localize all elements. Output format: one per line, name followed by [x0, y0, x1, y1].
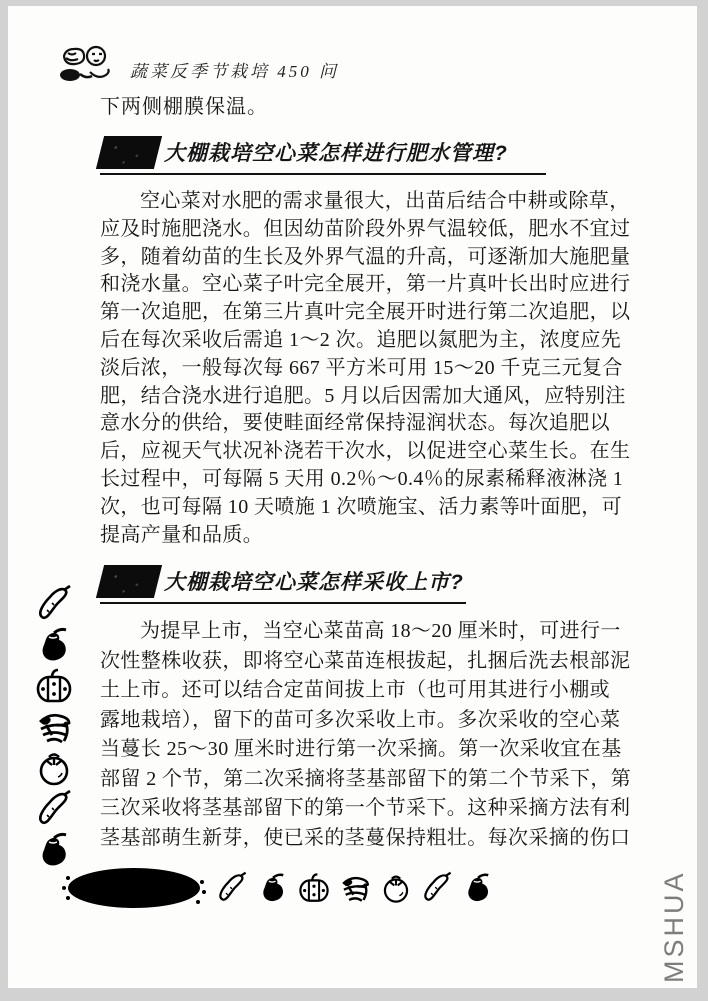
- text-line: 后，应视天气状况补浇若干次水，以促进空心菜生长。在生: [100, 440, 631, 463]
- text-line: 淡后浓，一般每次每 667 平方米可用 15～20 千克三元复合: [100, 356, 623, 379]
- ink-blob-icon: [56, 864, 208, 912]
- cucumber-icon: [34, 584, 74, 624]
- tomato-icon: [34, 748, 74, 788]
- question-number-block-icon: [96, 565, 162, 598]
- question-heading-2: [100, 565, 466, 604]
- text-line: 次，也可每隔 10 天喷施 1 次喷施宝、活力素等叶面肥，可: [100, 495, 622, 518]
- veggie-cartoon-icon: [56, 44, 114, 88]
- text-line: 部留 2 个节，第二次采摘将茎基部留下的第二个节采下，第: [100, 767, 632, 790]
- text-line: 当蔓长 25～30 厘米时进行第一次采摘。第一次采收宜在基: [100, 738, 622, 761]
- text-line: 多，随着幼苗的生长及外界气温的升高，可逐渐加大施肥量: [100, 245, 631, 268]
- page-content: [100, 94, 632, 853]
- text-line: 三次采收将茎基部留下的第一个节采下。这种采摘方法有利: [100, 797, 631, 820]
- question-heading-text: 大棚栽培空心菜怎样采收上市?: [164, 570, 464, 594]
- text-line: 提高产量和品质。: [100, 523, 264, 546]
- text-line: 为提早上市，当空心菜苗高 18～20 厘米时，可进行一: [140, 620, 621, 643]
- eggplant-icon: [34, 625, 74, 665]
- book-page: [8, 6, 697, 988]
- carryover-text: 下两侧棚膜保温。: [100, 96, 268, 118]
- eggplant-icon: [461, 871, 495, 905]
- answer-paragraph-1: [100, 188, 631, 549]
- text-line: 土上市。还可以结合定苗间拔上市（也可用其进行小棚或: [100, 679, 610, 702]
- text-line: 肥，结合浇水进行追肥。5 月以后因需加大通风，应特别注: [100, 384, 626, 407]
- watermark-text: MSHUA: [659, 870, 689, 983]
- text-line: 意水分的供给，要使畦面经常保持湿润状态。每次追肥以: [100, 412, 610, 435]
- cucumber-icon: [420, 871, 454, 905]
- text-line: 应及时施肥浇水。但因幼苗阶段外界气温较低，肥水不宜过: [100, 217, 631, 240]
- text-line: 次性整株收获，即将空心菜苗连根拔起，扎捆后洗去根部泥: [100, 649, 631, 672]
- greens-icon: [338, 871, 372, 905]
- text-line: 第一次追肥，在第三片真叶完全展开时进行第二次追肥，以: [100, 301, 631, 324]
- question-number-block-icon: [96, 136, 162, 169]
- pumpkin-icon: [297, 871, 331, 905]
- eggplant-icon: [256, 871, 290, 905]
- bottom-decoration-band: [56, 864, 495, 912]
- text-line: 空心菜对水肥的需求量很大，出苗后结合中耕或除草，: [140, 190, 630, 212]
- question-heading-1: [100, 136, 546, 175]
- margin-vegetable-column: [34, 584, 74, 870]
- cucumber-icon: [34, 789, 74, 829]
- book-title: 蔬菜反季节栽培 450 问: [130, 61, 339, 81]
- answer-paragraph-2: [100, 617, 632, 853]
- text-line: 长过程中，可每隔 5 天用 0.2％～0.4％的尿素稀释液淋浇 1: [100, 467, 624, 490]
- tomato-icon: [379, 871, 413, 905]
- greens-icon: [34, 707, 74, 747]
- text-line: 后在每次采收后需追 1～2 次。追肥以氮肥为主，浓度应先: [100, 328, 622, 351]
- running-header: [56, 44, 339, 88]
- text-line: 和浇水量。空心菜子叶完全展开，第一片真叶长出时应进行: [100, 273, 631, 296]
- text-line: 露地栽培），留下的苗可多次采收上市。多次采收的空心菜: [100, 708, 621, 731]
- cucumber-icon: [215, 871, 249, 905]
- pumpkin-icon: [34, 666, 74, 706]
- question-heading-text: 大棚栽培空心菜怎样进行肥水管理?: [164, 141, 508, 165]
- text-line: 茎基部萌生新芽，使已采的茎蔓保持粗壮。每次采摘的伤口: [100, 826, 631, 849]
